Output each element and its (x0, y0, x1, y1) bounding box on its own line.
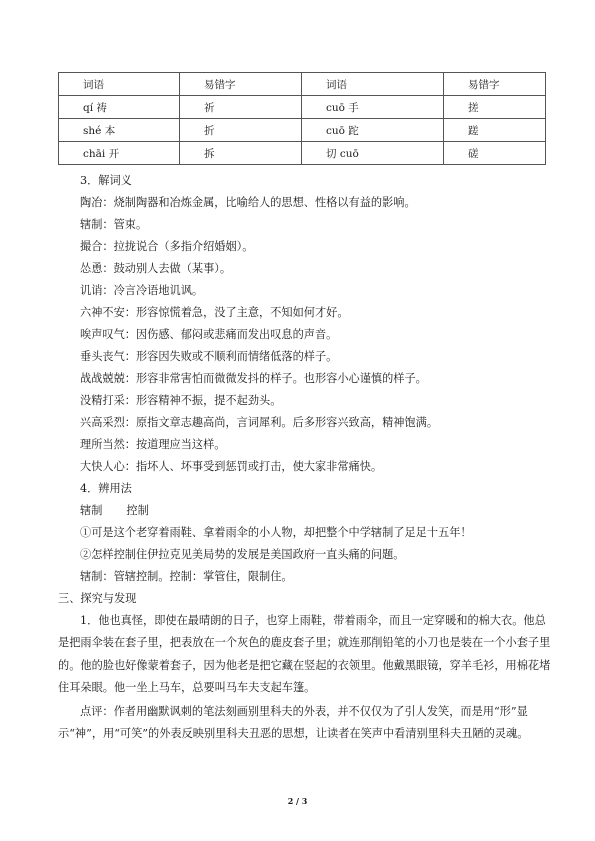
section-heading-explain: 3．解词义 (80, 174, 132, 187)
table-cell: cuō 跎 (302, 119, 444, 142)
definition-item: 理所当然：按道理应当这样。 (80, 438, 226, 451)
table-row (59, 119, 546, 142)
table-row (59, 73, 546, 96)
usage-example: ②怎样控制住伊拉克见美局势的发展是美国政府一直头痛的问题。 (80, 548, 405, 561)
section-heading-usage: 4．辨用法 (80, 482, 132, 495)
section-heading-explore: 三、探究与发现 (58, 592, 137, 605)
table-cell: 词语 (302, 73, 444, 96)
definition-item: 战战兢兢：形容非常害怕而微微发抖的样子。也形容小心谨慎的样子。 (80, 372, 427, 385)
definition-item: 唉声叹气：因伤感、郁闷或悲痛而发出叹息的声音。 (80, 328, 338, 341)
definition-item: 讥诮：冷言冷语地讥讽。 (80, 284, 204, 297)
word-pair-second: 控制 (126, 504, 149, 517)
page-number: 2 / 3 (287, 796, 308, 806)
table-cell: 搓 (444, 96, 546, 119)
definition-item: 垂头丧气：形容因失败或不顺利而情绪低落的样子。 (80, 350, 338, 363)
table-cell: qí 祷 (59, 96, 180, 119)
definition-item: 大快人心：指坏人、坏事受到惩罚或打击，使大家非常痛快。 (80, 460, 383, 473)
word-pair (58, 500, 552, 522)
table-cell: 拆 (180, 142, 302, 165)
word-pair-first: 辖制 (80, 504, 103, 517)
definition-item: 撮合：拉拢说合（多指介绍婚姻）。 (80, 240, 254, 253)
body-text (58, 170, 552, 745)
definition-item: 六神不安：形容惊慌着急，没了主意，不知如何才好。 (80, 306, 349, 319)
definition-item: 没精打采：形容精神不振，提不起劲头。 (80, 394, 282, 407)
table-cell: 蹉 (444, 119, 546, 142)
explore-comment: 点评：作者用幽默讽刺的笔法刻画别里科夫的外表，并不仅仅为了引人发笑，而是用“形”显示“神”，用“可笑”的外表反映别里科夫丑恶的思想，让读者在笑声中看清别里科夫丑陋的灵魂。 (58, 704, 529, 741)
definition-item: 兴高采烈：原指文章志趣高尚，言词犀利。后多形容兴致高，精神饱满。 (80, 416, 439, 429)
table-cell: 词语 (59, 73, 180, 96)
table-row (59, 142, 546, 165)
usage-example: ①可是这个老穿着雨鞋、拿着雨伞的小人物，却把整个中学辖制了足足十五年！ (80, 526, 472, 539)
table-cell: 易错字 (180, 73, 302, 96)
definition-item: 陶冶：烧制陶器和冶炼金属，比喻给人的思想、性格以有益的影响。 (80, 196, 416, 209)
table-cell: shé 本 (59, 119, 180, 142)
table-cell: 切 cuō (302, 142, 444, 165)
table-cell: cuō 手 (302, 96, 444, 119)
table-cell: 折 (180, 119, 302, 142)
word-table (58, 72, 546, 165)
table-row (59, 96, 546, 119)
table-cell: chāi 开 (59, 142, 180, 165)
usage-conclusion: 辖制：管辖控制。控制：掌管住，限制住。 (80, 570, 293, 583)
table-cell: 易错字 (444, 73, 546, 96)
table-cell: 祈 (180, 96, 302, 119)
definition-item: 怂恿：鼓动别人去做（某事）。 (80, 262, 232, 275)
definition-item: 辖制：管束。 (80, 218, 148, 231)
explore-paragraph: 1．他也真怪，即使在最晴朗的日子，也穿上雨鞋，带着雨伞，而且一定穿暖和的棉大衣。他总是把雨伞装在套子里，把表放在一个灰色的鹿皮套子里；就连那削铅笔的小刀也是装在一个小套子里的。他的脸也好像蒙着套子，因为他老是把它藏在竖起的衣领里。他戴黑眼镜，穿羊毛衫，用棉花堵住耳朵眼。他一坐上马车，总要叫马车夫支起车篷。 (58, 614, 551, 695)
table-cell: 磋 (444, 142, 546, 165)
